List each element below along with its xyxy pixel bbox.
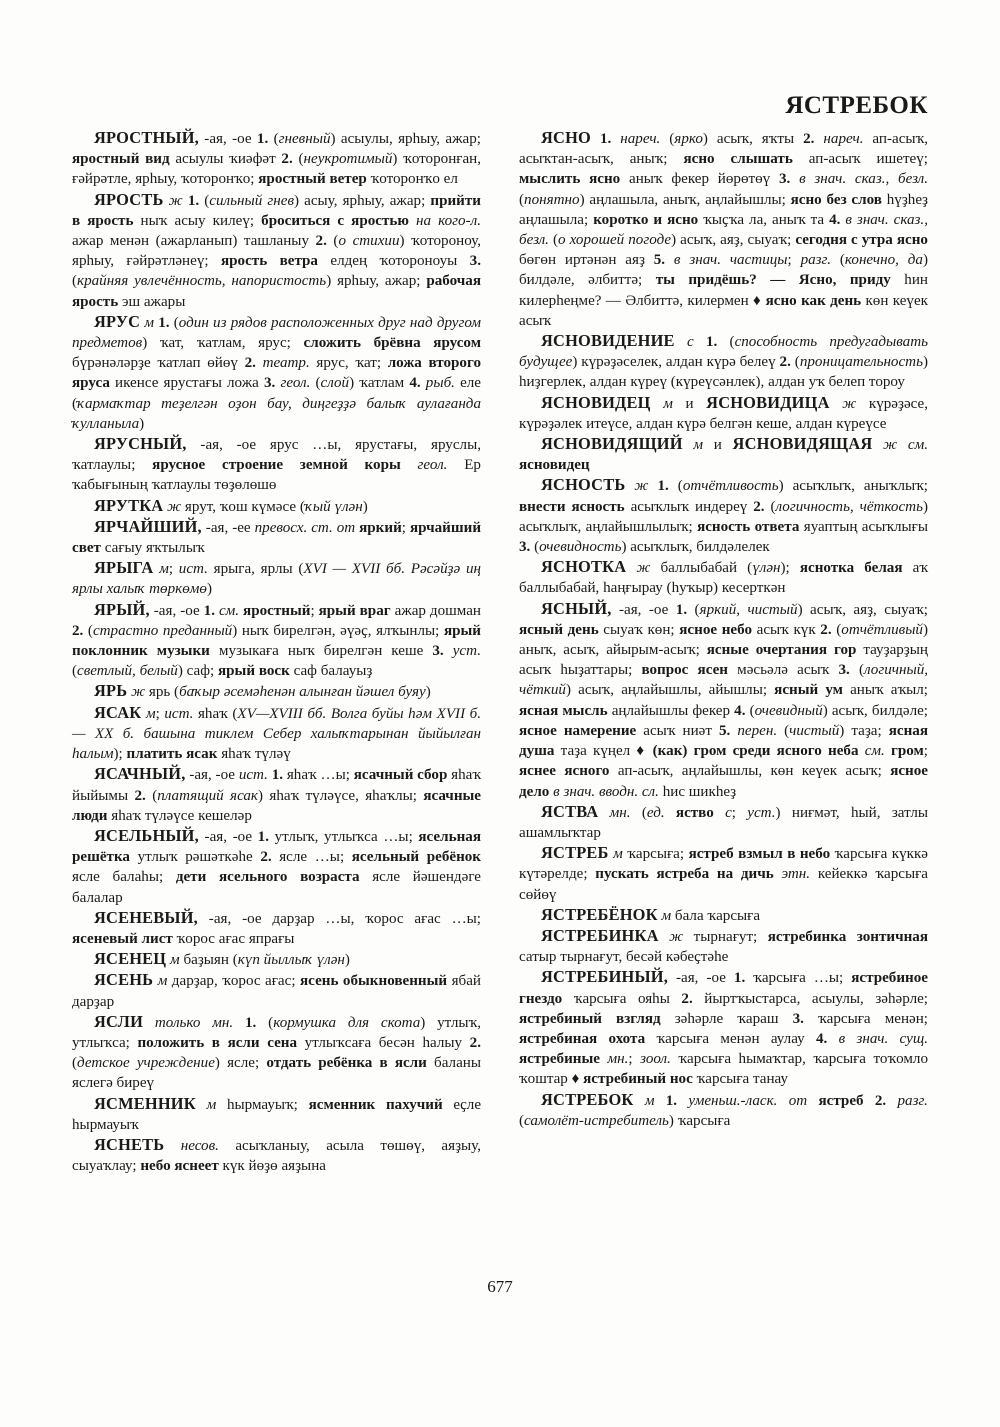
dictionary-entry-yaryy: ЯРЫЙ, -ая, -ое 1. см. яростный; ярый враг ажар дошман 2. (страстно преданный) ныҡ бирелгән, әүәҫ, ялҡынлы; ярый поклонник музыки музыкаға ныҡ бирелгән кеше 3. уст. (светлый, белый) саф; ярый воск саф балауыҙ [72,599,481,680]
dictionary-entry-yasen: ЯСЕНЬ м дарҙар, ҡорос ағас; ясень обыкновенный ябай дарҙар [72,970,481,1010]
page-number: 677 [487,1277,513,1296]
dictionary-entry-yasnovidyashchiy: ЯСНОВИДЯЩИЙ м и ЯСНОВИДЯЩАЯ ж см. ясновидец [519,434,928,474]
dictionary-entry-yasmennik: ЯСМЕННИК м һырмауыҡ; ясменник пахучий еҫле һырмауыҡ [72,1093,482,1133]
dictionary-entry-yasnost: ЯСНОСТЬ ж 1. (отчётливость) асыҡлыҡ, аныҡлыҡ; внести ясность асыҡлыҡ индереү 2. (логичность, чёткость) асыҡлыҡ, аңлайышлылыҡ; ясность ответа яуаптың асыҡлығы 3. (очевидность) асыҡлыҡ, билдәлелек [519,475,928,556]
running-head: ЯСТРЕБОК [785,92,928,119]
dictionary-entry-yastrebinyy: ЯСТРЕБИНЫЙ, -ая, -ое 1. ҡарсыға …ы; ястребиное гнездо ҡарсыға ояһы 2. йыртҡыстарса, асыулы, зәһәрле; ястребиный взгляд зәһәрле ҡараш 3. ҡарсыға менән; ястребиная охота ҡарсыға менән аулау 4. в знач. сущ. ястребиные мн.; зоол. ҡарсыға һымаҡтар, ҡарсыға тоҡомло ҡоштар ♦ ястребиный нос ҡарсыға танау [519,967,929,1088]
dictionary-entry-yarost: ЯРОСТЬ ж 1. (сильный гнев) асыу, ярһыу, ажар; прийти в ярость ныҡ асыу килеү; броситься с яростью на кого-л. ажар менән (ажарланып) ташланыу 2. (о стихии) ҡотороноу, ярһыу, ғәйрәтләнеү; ярость ветра елдең ҡотороноуы 3. (крайняя увлечённость, напористость) ярһыу, ажар; рабочая ярость эш ажары [72,189,482,310]
left-column [72,128,481,1273]
dictionary-entry-yasli: ЯСЛИ только мн. 1. (кормушка для скота) утлыҡ, утлыҡса; положить в ясли сена утлыҡсаға бесән һалыу 2. (детское учреждение) ясле; отдать ребёнка в ясли баланы яслегә биреү [72,1011,481,1092]
dictionary-entry-yar: ЯРЬ ж ярь (баҡыр әсемәһенән алынған йәшел буяу) [94,681,431,701]
dictionary-entry-yasnyy: ЯСНЫЙ, -ая, -ое 1. (яркий, чистый) асыҡ, аяҙ, сыуаҡ; ясный день сыуаҡ көн; ясное небо асыҡ күк 2. (отчётливый) аныҡ, асыҡ, айырым-асыҡ; ясные очертания гор тауҙарҙың асыҡ һыҙаттары; вопрос ясен мәсьәлә асыҡ 3. (логичный, чёткий) асыҡ, аңлайышлы, айышлы; ясный ум аныҡ аҡыл; ясная мысль аңлайышлы фекер 4. (очевидный) асыҡ, билдәле; ясное намерение асыҡ ниәт 5. перен. (чистый) таҙа; ясная душа таҙа күңел ♦ (как) гром среди ясного неба см. гром; яснее ясного ап-асыҡ, аңлайышлы, көн кеүек асыҡ; ясное дело в знач. вводн. сл. һис шикһеҙ [519,598,929,800]
column-container [72,128,928,1273]
dictionary-entry-yasak: ЯСАК м; ист. яһаҡ (XV—XVIII бб. Волга буйы һәм XVII б. — XX б. башына тиклем Себер халыҡтарынан йыйылған һалым); платить ясак яһаҡ түләү [72,702,482,763]
dictionary-entry-yarutka: ЯРУТКА ж ярут, ҡош күмәсе (ҡый үлән) [94,495,368,515]
dictionary-entry-yasnovidec: ЯСНОВИДЕЦ м и ЯСНОВИДИЦА ж күрәҙәсе, күрәҙәлек итеүсе, алдан күрә белгән кеше, алдан күреүсе [519,392,929,432]
dictionary-entry-yastrebok: ЯСТРЕБОК м 1. уменьш.-ласк. от ястреб 2. разг. (самолёт-истребитель) ҡарсыға [519,1089,928,1129]
dictionary-entry-yarostnyy: ЯРОСТНЫЙ, -ая, -ое 1. (гневный) асыулы, ярһыу, ажар; яростный вид асыулы ҡиәфәт 2. (неукротимый) ҡоторонған, ғәйрәтле, ярһыу, ҡоторонҡо; яростный ветер ҡоторонҡо ел [72,128,482,188]
dictionary-entry-yarchayshiy: ЯРЧАЙШИЙ, -ая, -ее превосх. ст. от яркий; ярчайший свет сағыу яҡтылыҡ [72,516,482,557]
dictionary-entry-yastreb: ЯСТРЕБ м ҡарсыға; ястреб взмыл в небо ҡарсыға күккә күтәрелде; пускать ястреба на дичь этн. кейеккә ҡарсыға сөйөү [519,843,929,903]
dictionary-entry-yasnet: ЯСНЕТЬ несов. асыҡланыу, асыла төшөү, аяҙыу, сыуаҡлау; небо яснеет күк йөҙө аяҙына [72,1134,481,1175]
dictionary-entry-yasachnyy: ЯСАЧНЫЙ, -ая, -ое ист. 1. яһаҡ …ы; ясачный сбор яһаҡ йыйымы 2. (платящий ясак) яһаҡ түләүсе, яһаҡлы; ясачные люди яһаҡ түләүсе кешеләр [72,764,481,824]
dictionary-entry-yasenec: ЯСЕНЕЦ м баҙыян (күп йыллыҡ үлән) [94,949,350,969]
right-column [519,128,928,1273]
dictionary-entry-yaselnyy: ЯСЕЛЬНЫЙ, -ая, -ое 1. утлыҡ, утлыҡса …ы; ясельная решётка утлыҡ рәшәткәһе 2. ясле …ы; ясельный ребёнок ясле балаһы; дети ясельного возраста ясле йәшендәге балалар [72,825,482,906]
dictionary-entry-yarus: ЯРУС м 1. (один из рядов расположенных друг над другом предметов) ҡат, ҡатлам, ярус; сложить брёвна ярусом бүрәнәләрҙе ҡатлап өйөү 2. театр. ярус, ҡат; ложа второго яруса икенсе ярустағы ложа 3. геол. (слой) ҡатлам 4. рыб. еле (ҡармаҡтар теҙелгән оҙон бау, диңгеҙҙә балыҡ аулағанда ҡулланыла) [72,311,481,432]
dictionary-entry-yaryga: ЯРЫГА м; ист. ярыга, ярлы (XVI — XVII бб. Рәсәйҙә иң ярлы халыҡ төркөмө) [72,558,481,598]
dictionary-entry-yasenevyy: ЯСЕНЕВЫЙ, -ая, -ое дарҙар …ы, ҡорос ағас …ы; ясеневый лист ҡорос ағас япрағы [72,907,481,947]
dictionary-entry-yastrebenok: ЯСТРЕБЁНОК м бала ҡарсыға [541,904,761,924]
dictionary-entry-yastva: ЯСТВА мн. (ед. яство с; уст.) ниғмәт, һый, затлы ашамлыҡтар [519,801,928,841]
dictionary-entry-yasno: ЯСНО 1. нареч. (ярко) асыҡ, яҡты 2. нареч. ап-асыҡ, асыҡтан-асыҡ, аныҡ; ясно слышать ап-асыҡ ишетеү; мыслить ясно аныҡ фекер йөрөтөү 3. в знач. сказ., безл. (понятно) аңлашыла, аныҡ, аңлайышлы; ясно без слов һүҙһеҙ аңлашыла; коротко и ясно ҡыҫҡа ла, аныҡ та 4. в знач. сказ., безл. (о хорошей погоде) асыҡ, аяҙ, сыуаҡ; сегодня с утра ясно бөгөн иртәнән аяҙ 5. в знач. частицы; разг. (конечно, да) билдәле, әлбиттә; ты придёшь? — Ясно, приду һин килерһеңме? — Әлбиттә, килермен ♦ ясно как день көн кеүек асыҡ [519,128,928,329]
dictionary-entry-yasnotka: ЯСНОТКА ж баллыбабай (үлән); яснотка белая аҡ баллыбабай, һаңғырау (һуҡыр) кесерткән [519,557,928,597]
dictionary-entry-yasnovidenie: ЯСНОВИДЕНИЕ с 1. (способность предугадывать будущее) күрәҙәселек, алдан күрә белеү 2. (проницательность) һиҙгерлек, алдан күреү (күреүсәнлек), алдан уҡ белеп тороу [519,331,928,391]
dictionary-entry-yarusnyy: ЯРУСНЫЙ, -ая, -ое ярус …ы, ярустағы, яруслы, ҡатлаулы; ярусное строение земной коры геол. Ер ҡабығының ҡатлаулы төҙөлөшө [72,434,481,494]
dictionary-entry-yastrebinka: ЯСТРЕБИНКА ж тырнағут; ястребинка зонтичная сатыр тырнағут, бесәй кәбеҫтәһе [519,925,928,966]
